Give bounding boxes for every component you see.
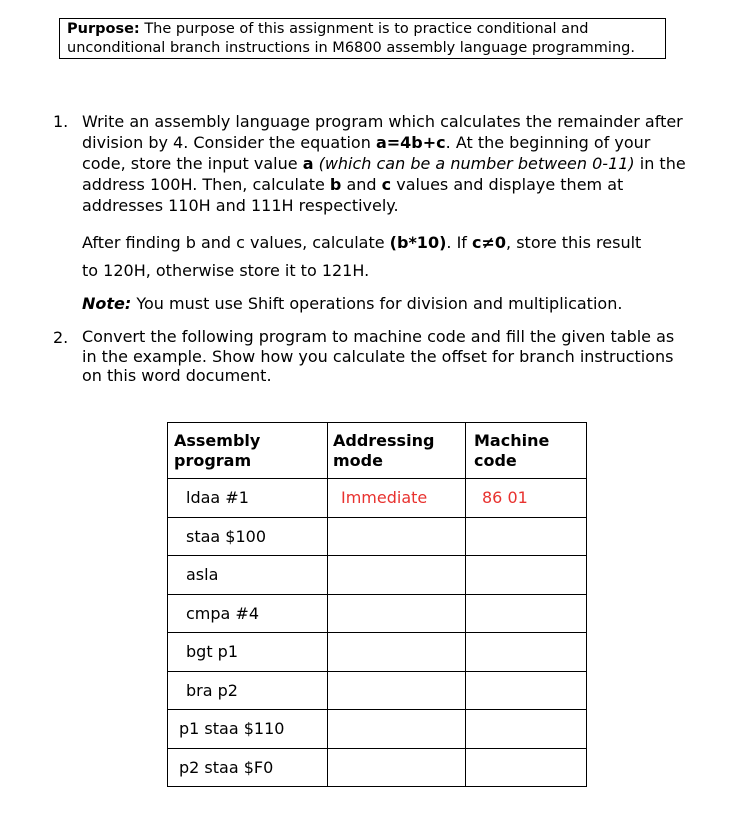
table-row [168,479,587,518]
header-addressing-mode: Addressing mode [328,423,466,479]
q1-var-b: b [329,175,342,194]
note [82,293,702,314]
q1-text-part: in the address 100H. Then, calculate [82,154,686,194]
addressing-mode-cell[interactable] [328,594,466,633]
note-text: You must use Shift operations for division and multiplication. [131,294,623,313]
header-assembly-program: Assembly program [168,423,328,479]
purpose-text: The purpose of this assignment is to practice conditional and unconditional branch instructions in M6800 assembly language programming. [67,21,635,56]
q1-text-part: and [341,175,382,194]
question-2-number: 2. [53,328,69,347]
q1-range: (which can be a number between 0-11) [313,154,635,173]
addressing-mode-cell[interactable] [328,671,466,710]
asm-cell: bgt p1 [168,633,328,672]
note-label: Note: [82,294,132,313]
q1-var-c: c [381,175,392,194]
question-2 [53,327,693,386]
machine-code-cell[interactable] [466,556,587,595]
purpose-box [59,18,666,59]
q1-equation: a=4b+c [375,133,446,152]
q1-text-part: values and displaye them at addresses 110H and 111H respectively. [82,175,624,215]
question-1-number: 1. [53,112,69,131]
question-1-paragraph-2 [82,232,702,253]
addressing-mode-cell[interactable] [328,748,466,787]
table-row [168,556,587,595]
q1-p2-text: , store this result [506,233,642,252]
addressing-mode-cell[interactable] [328,517,466,556]
question-1 [53,111,693,216]
q1-p2-expr: (b*10) [389,233,447,252]
table-row [168,633,587,672]
q1-var-a: a [302,154,314,173]
question-2-text: Convert the following program to machine code and fill the given table as in the example. Show how you calculate the offset for branch instructions on this word document. [82,327,675,385]
q1-text-part: Write an assembly language program which calculates the remainder after division by 4. Consider the equation [82,112,683,152]
asm-cell: staa $100 [168,517,328,556]
asm-cell: p2 staa $F0 [168,748,328,787]
assembly-table [167,422,587,787]
table-row [168,710,587,749]
q1-text-part: . At the beginning of your code, store the input value [82,133,651,173]
q1-p2-condition: c≠0 [472,233,507,252]
asm-cell: ldaa #1 [168,479,328,518]
addressing-mode-cell[interactable] [328,633,466,672]
machine-code-cell[interactable] [466,633,587,672]
question-1-paragraph-2-line-2: to 120H, otherwise store it to 121H. [82,261,370,280]
machine-code-cell[interactable]: 86 01 [466,479,587,518]
asm-cell: cmpa #4 [168,594,328,633]
asm-cell: p1 staa $110 [168,710,328,749]
table-header-row [168,423,587,479]
machine-code-cell[interactable] [466,594,587,633]
purpose-label: Purpose: [67,21,140,37]
table-row [168,748,587,787]
asm-cell: asla [168,556,328,595]
machine-code-cell[interactable] [466,671,587,710]
q1-p2-text: . If [446,233,472,252]
machine-code-cell[interactable] [466,710,587,749]
machine-code-cell[interactable] [466,517,587,556]
question-1-text [82,111,693,216]
addressing-mode-cell[interactable] [328,556,466,595]
asm-cell: bra p2 [168,671,328,710]
table-row [168,671,587,710]
q1-p2-text: After finding b and c values, calculate [82,233,390,252]
machine-code-cell[interactable] [466,748,587,787]
addressing-mode-cell[interactable] [328,710,466,749]
addressing-mode-cell[interactable]: Immediate [328,479,466,518]
table-row [168,594,587,633]
table-row [168,517,587,556]
header-machine-code: Machine code [466,423,587,479]
